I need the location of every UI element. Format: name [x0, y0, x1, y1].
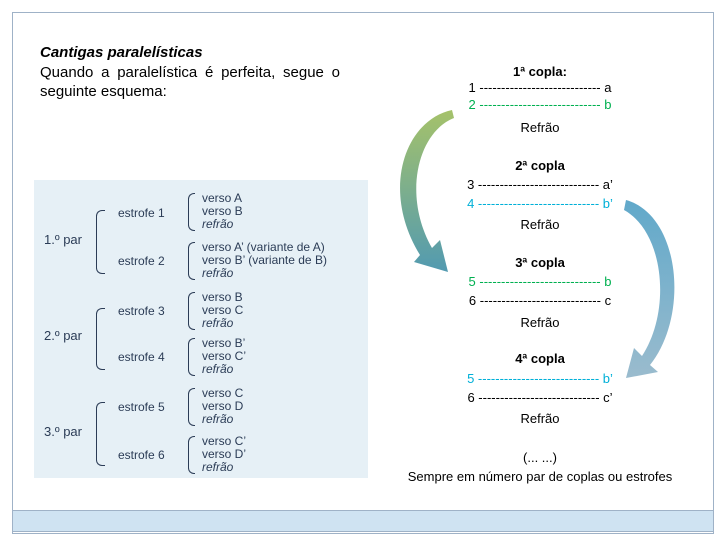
strophe-label: estrofe 1	[118, 206, 165, 220]
verse-line: verso B	[202, 290, 243, 304]
verse-line: verso B’	[202, 336, 246, 350]
ellipsis-text: (... ...)	[523, 450, 557, 465]
refrain-line: refrão	[202, 217, 234, 231]
copla-refrain: Refrão	[520, 120, 560, 135]
verse-line: verso A	[202, 191, 243, 205]
copla-line: 2 ---------------------------- b	[468, 97, 612, 112]
verse-line: verso D	[202, 399, 244, 413]
refrain-line: refrão	[202, 460, 234, 474]
refrain-line: refrão	[202, 362, 234, 376]
copla-line: 5 ---------------------------- b	[468, 274, 612, 289]
verse-line: verso A’ (variante de A)	[202, 240, 325, 254]
verse-line: verso C	[202, 386, 244, 400]
copla-line: 5 ---------------------------- b’	[467, 371, 613, 386]
copla-title: 3ª copla	[515, 255, 565, 270]
strophe-label: estrofe 6	[118, 448, 165, 462]
verse-line: verso B	[202, 204, 243, 218]
copla-refrain: Refrão	[520, 411, 560, 426]
pair-label: 3.º par	[44, 424, 82, 439]
verse-line: verso D’	[202, 447, 247, 461]
verse-line: verso C’	[202, 349, 247, 363]
refrain-line: refrão	[202, 266, 234, 280]
intro-text: Quando a paralelística é perfeita, segue o seguinte esquema:	[40, 64, 340, 100]
conclusion-text: Sempre em número par de coplas ou estrofes	[407, 469, 673, 484]
copla-line: 3 ---------------------------- a’	[467, 177, 613, 192]
strophe-label: estrofe 3	[118, 304, 165, 318]
pair-label: 2.º par	[44, 328, 82, 343]
strophe-label: estrofe 5	[118, 400, 165, 414]
strophe-label: estrofe 4	[118, 350, 165, 364]
copla-title: 4ª copla	[515, 351, 565, 366]
refrain-line: refrão	[202, 316, 234, 330]
verse-line: verso B’ (variante de B)	[202, 253, 327, 267]
copla-line: 6 ---------------------------- c	[468, 293, 612, 308]
pair-label: 1.º par	[44, 232, 82, 247]
strophe-label: estrofe 2	[118, 254, 165, 268]
copla-line: 4 ---------------------------- b’	[467, 196, 613, 211]
copla-line: 1 ---------------------------- a	[468, 80, 612, 95]
copla-refrain: Refrão	[520, 315, 560, 330]
copla-refrain: Refrão	[520, 217, 560, 232]
copla-title: 1ª copla:	[513, 64, 567, 79]
slide-title: Cantigas paralelísticas	[40, 44, 203, 61]
verse-line: verso C	[202, 303, 244, 317]
copla-title: 2ª copla	[515, 158, 565, 173]
refrain-line: refrão	[202, 412, 234, 426]
copla-line: 6 ---------------------------- c’	[467, 390, 613, 405]
verse-line: verso C’	[202, 434, 247, 448]
